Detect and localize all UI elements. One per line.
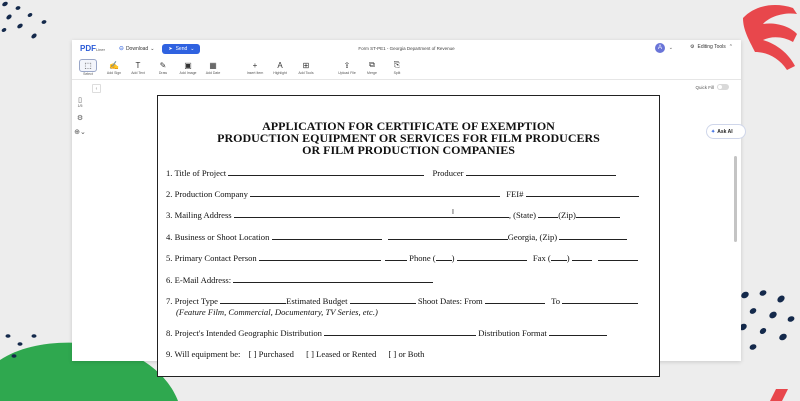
fax-area-input[interactable]: [551, 253, 567, 261]
field-label: 6. E-Mail Address:: [166, 275, 232, 285]
highlight-icon: A: [277, 60, 283, 70]
logo-text: PDF: [80, 44, 96, 53]
quick-fill-toggle[interactable]: [717, 84, 729, 90]
field-label: (Zip): [558, 210, 576, 220]
field-label: 9. Will equipment be:: [166, 349, 241, 359]
left-sidebar: [72, 96, 88, 142]
chevron-down-icon: ⌄: [150, 45, 155, 52]
calendar-icon: ▦: [209, 60, 217, 70]
tool-highlight[interactable]: [268, 59, 292, 75]
form-title-line-1: APPLICATION FOR CERTIFICATE OF EXEMPTION: [262, 119, 555, 133]
tool-bar: [72, 57, 741, 80]
project-type-hint: (Feature Film, Commercial, Documentary, TV Series, etc.): [176, 307, 378, 317]
project-type-input[interactable]: [220, 296, 286, 304]
field-label: Phone (: [409, 253, 436, 263]
field-label: Distribution Format: [478, 328, 547, 338]
email-input[interactable]: [233, 275, 433, 283]
tool-upload-file[interactable]: [335, 59, 359, 75]
pdf-page: [157, 95, 660, 377]
phone-input[interactable]: [457, 253, 527, 261]
field-row-6: [166, 275, 433, 285]
tool-label: Merge: [367, 71, 377, 75]
avatar[interactable]: [655, 43, 665, 53]
tool-add-image[interactable]: [176, 59, 200, 75]
fax-input[interactable]: [572, 253, 592, 261]
field-label: 1. Title of Project: [166, 168, 227, 178]
field-label: ): [451, 253, 455, 263]
tool-label: Select: [83, 72, 93, 76]
producer-input[interactable]: [466, 168, 616, 176]
send-label: Send: [175, 45, 188, 52]
grid-icon: ⊞: [302, 60, 310, 70]
tool-label: Upload File: [338, 71, 356, 75]
zip-input[interactable]: [576, 210, 620, 218]
split-icon: ⎘: [393, 60, 401, 69]
chevron-up-icon: ⌃: [728, 44, 733, 50]
avatar-initial: A: [657, 45, 662, 51]
production-company-input[interactable]: [250, 189, 500, 197]
tool-label: Insert Item: [246, 71, 264, 75]
image-icon: ▣: [184, 60, 192, 70]
download-button[interactable]: [119, 45, 154, 52]
form-title-line-2: PRODUCTION EQUIPMENT OR SERVICES FOR FILM PRODUCERS: [217, 131, 600, 145]
form-title-line-3: OR FILM PRODUCTION COMPANIES: [302, 143, 515, 157]
pen-icon: ✎: [159, 60, 167, 70]
scrollbar[interactable]: [734, 156, 737, 242]
field-label: Fax (: [532, 253, 551, 263]
phone-area-input[interactable]: [436, 253, 452, 261]
chevron-down-icon[interactable]: ⌄: [668, 45, 673, 51]
ai-icon: ✦: [711, 128, 716, 135]
send-button[interactable]: [162, 44, 200, 54]
tools-icon: ⚙: [690, 44, 695, 50]
field-row-3: [166, 210, 620, 220]
red-brush-shape-top-right: [735, 0, 800, 90]
purchased-checkbox[interactable]: [ ] Purchased: [248, 349, 294, 359]
field-label: Producer: [432, 168, 464, 178]
fei-input[interactable]: [526, 189, 639, 197]
tool-label: Add Image: [179, 71, 197, 75]
gear-icon: ⚙: [76, 115, 84, 122]
quick-fill[interactable]: [695, 84, 729, 90]
field-label: To: [551, 296, 561, 306]
state-input[interactable]: [538, 210, 558, 218]
chevron-down-icon: ⌄: [190, 45, 195, 52]
tool-draw[interactable]: [151, 59, 175, 75]
send-icon: ➤: [168, 45, 173, 52]
document-icon: ▯: [78, 97, 82, 104]
editing-tools-button[interactable]: [690, 44, 733, 50]
tool-add-sign[interactable]: [102, 59, 126, 75]
fax-input-2[interactable]: [598, 253, 638, 261]
download-label: Download: [125, 45, 149, 52]
dots-pattern-bottom-right: [735, 285, 800, 355]
estimated-budget-input[interactable]: [350, 296, 416, 304]
tool-label: Add Text: [131, 71, 145, 75]
tool-merge[interactable]: [360, 59, 384, 75]
field-row-4: [166, 232, 627, 242]
mailing-address-input[interactable]: [234, 210, 509, 218]
merge-icon: ⧉: [369, 60, 375, 69]
settings-button[interactable]: [72, 114, 88, 122]
field-label: Georgia, (Zip): [507, 232, 558, 242]
field-label: 4. Business or Shoot Location: [166, 232, 270, 242]
tool-add-date[interactable]: [201, 59, 225, 75]
both-checkbox[interactable]: [ ] or Both: [388, 349, 425, 359]
tool-label: Add Sign: [106, 71, 122, 75]
upload-icon: ⇪: [343, 60, 351, 70]
field-row-7: [166, 296, 638, 306]
zoom-button[interactable]: [72, 128, 88, 136]
field-label: 5. Primary Contact Person: [166, 253, 257, 263]
page-thumbnails-button[interactable]: [72, 96, 88, 108]
tool-label: Add Tools: [298, 71, 314, 75]
shoot-to-input[interactable]: [562, 296, 638, 304]
field-row-5: [166, 253, 638, 263]
field-label: FEI#: [506, 189, 524, 199]
geographic-distribution-input[interactable]: [324, 328, 476, 336]
logo-sub: Liner: [96, 47, 105, 52]
signature-icon: ✍: [109, 60, 119, 70]
field-label: 8. Project's Intended Geographic Distribution: [166, 328, 322, 338]
field-label: 3. Mailing Address: [166, 210, 232, 220]
field-label: 2. Production Company: [166, 189, 248, 199]
quick-fill-label: Quick Fill: [695, 84, 714, 90]
field-label: ): [566, 253, 570, 263]
tool-add-text[interactable]: [126, 59, 150, 75]
app-logo[interactable]: [80, 44, 105, 53]
ask-ai-label: Ask AI: [717, 128, 733, 135]
field-row-8: [166, 328, 607, 338]
plus-icon: +: [252, 60, 258, 70]
tool-split[interactable]: [385, 59, 409, 75]
title-of-project-input[interactable]: [228, 168, 424, 176]
business-location-input-2[interactable]: [388, 232, 508, 240]
dots-pattern-top-left: [0, 0, 70, 50]
primary-contact-input[interactable]: [259, 253, 381, 261]
field-row-9: [166, 349, 424, 359]
leased-checkbox[interactable]: [ ] Leased or Rented: [306, 349, 377, 359]
field-row-2: [166, 189, 639, 199]
field-label: Shoot Dates: From: [417, 296, 483, 306]
tool-add-tools[interactable]: [294, 59, 318, 75]
top-bar: [72, 40, 741, 57]
distribution-format-input[interactable]: [549, 328, 607, 336]
field-label: 7. Project Type: [166, 296, 218, 306]
collapse-sidebar-button[interactable]: [92, 84, 101, 93]
tool-label: Highlight: [273, 71, 287, 75]
tool-select[interactable]: [76, 59, 100, 76]
chevron-left-icon: ‹: [95, 85, 98, 92]
text-cursor-icon: I: [452, 209, 454, 216]
field-row-1: [166, 168, 616, 178]
field-label: , (State): [508, 210, 537, 220]
ask-ai-button[interactable]: [706, 124, 746, 139]
document-title: Form ST-PE1 - Georgia Department of Revenue: [358, 46, 455, 51]
tool-insert-item[interactable]: [243, 59, 267, 75]
text-icon: T: [135, 60, 141, 70]
zoom-icon: ⊕⌄: [74, 129, 86, 136]
business-zip-input[interactable]: [559, 232, 627, 240]
cursor-icon: ⬚: [79, 59, 97, 72]
primary-contact-input-2[interactable]: [385, 253, 407, 261]
field-label: Estimated Budget: [286, 296, 348, 306]
tool-label: Split: [393, 71, 401, 75]
tool-label: Add Date: [205, 71, 221, 75]
shoot-from-input[interactable]: [485, 296, 545, 304]
page-label: 1/5: [77, 104, 83, 108]
editing-tools-label: Editing Tools: [697, 44, 726, 50]
download-icon: ⊖: [118, 46, 124, 52]
brand-logo-bottom-right: [768, 387, 790, 401]
tool-label: Draw: [158, 71, 168, 75]
business-location-input[interactable]: [272, 232, 382, 240]
